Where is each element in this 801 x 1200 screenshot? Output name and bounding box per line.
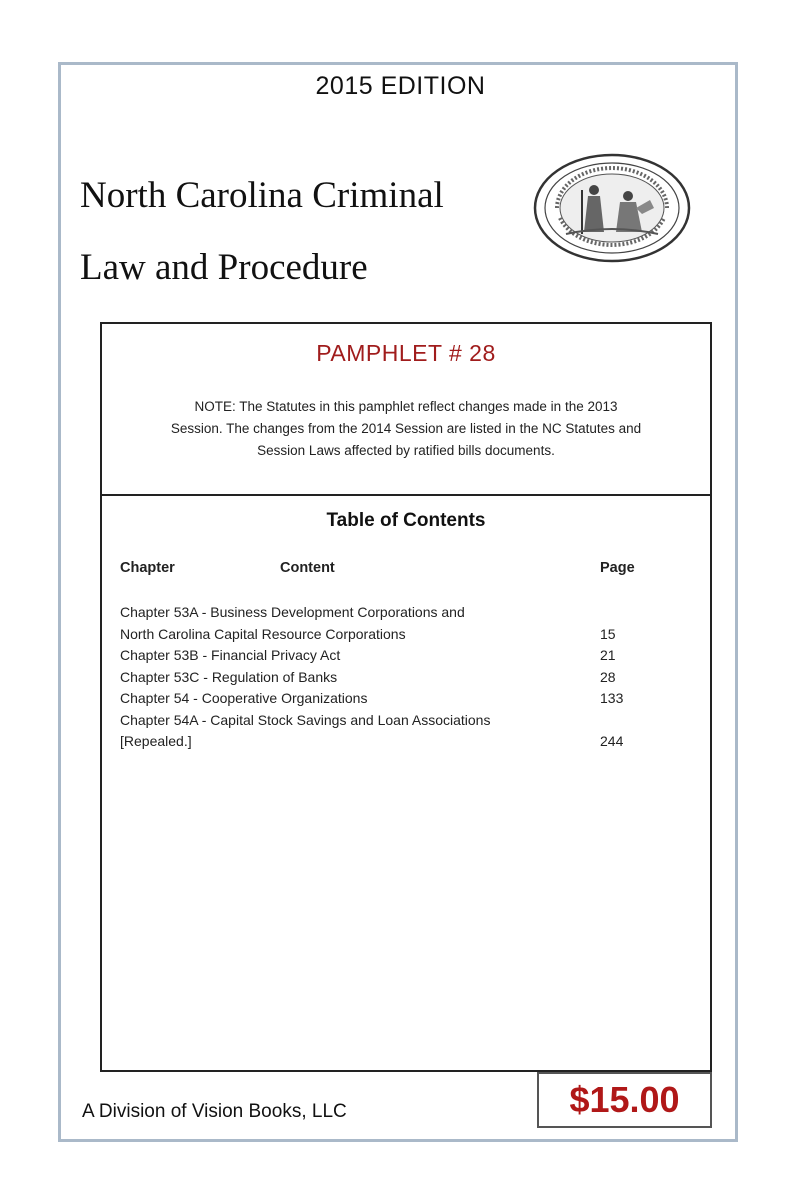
toc-row — [120, 712, 700, 734]
toc-row-page: 133 — [600, 690, 624, 706]
toc-row-text: Chapter 54 - Cooperative Organizations — [120, 690, 368, 706]
toc-row — [120, 690, 700, 712]
toc-row-text: [Repealed.] — [120, 733, 192, 749]
toc-row — [120, 626, 700, 648]
price-tag: $15.00 — [537, 1072, 712, 1128]
toc-row — [120, 647, 700, 669]
toc-row-text: Chapter 53A - Business Development Corporations and — [120, 604, 465, 620]
toc-row-page: 15 — [600, 625, 616, 642]
edition-label: 2015 EDITION — [315, 72, 486, 100]
toc-row-page: 28 — [600, 668, 616, 685]
pamphlet-number: PAMPHLET # 28 — [316, 340, 496, 366]
content-box — [100, 322, 712, 1072]
publisher-label: A Division of Vision Books, LLC — [82, 1101, 347, 1122]
toc-list — [120, 604, 700, 755]
toc-row-text: North Carolina Capital Resource Corporations — [120, 625, 406, 642]
toc-header-page: Page — [600, 560, 635, 576]
toc-row-page: 244 — [600, 733, 624, 749]
title-line-1: North Carolina Criminal — [80, 175, 444, 216]
toc-row — [120, 604, 700, 626]
toc-title: Table of Contents — [326, 510, 486, 531]
state-seal-icon — [532, 152, 692, 264]
note-line: NOTE: The Statutes in this pamphlet reflect changes made in the 2013 — [194, 399, 618, 414]
toc-header-content: Content — [280, 560, 335, 576]
section-divider — [102, 494, 710, 496]
toc-row-text: Chapter 54A - Capital Stock Savings and Loan Associations — [120, 711, 491, 728]
toc-row — [120, 669, 700, 691]
pamphlet-note — [124, 396, 688, 462]
toc-row — [120, 733, 700, 755]
note-line: Session. The changes from the 2014 Session are listed in the NC Statutes and — [170, 421, 642, 436]
toc-row-text: Chapter 53C - Regulation of Banks — [120, 668, 338, 685]
toc-row-text: Chapter 53B - Financial Privacy Act — [120, 647, 341, 663]
note-line: Session Laws affected by ratified bills documents. — [257, 443, 555, 458]
toc-row-page: 21 — [600, 647, 616, 663]
toc-header-chapter: Chapter — [120, 560, 175, 576]
title-line-2: Law and Procedure — [80, 247, 368, 288]
